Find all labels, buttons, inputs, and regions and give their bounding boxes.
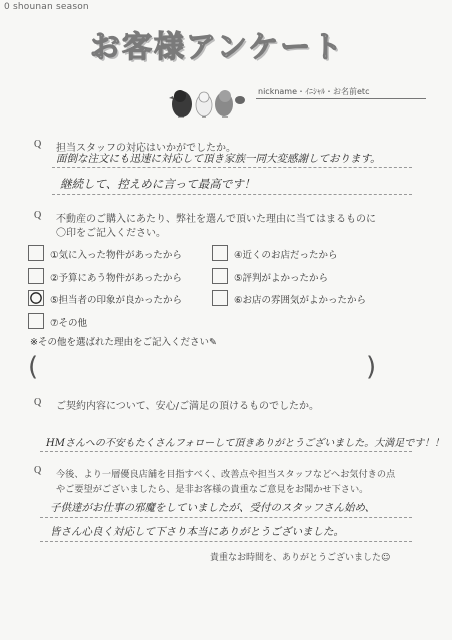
other-reason-field[interactable] — [48, 358, 364, 388]
nickname-label: nickname・ｲﾆｼｬﾙ・お名前etc — [258, 87, 370, 96]
thanks-message: 貴重なお時間を、ありがとうございました☺ — [210, 553, 391, 563]
q4-answer-rule-2 — [40, 541, 412, 542]
option-7-checkbox[interactable] — [28, 313, 44, 329]
q2-question-line1: 不動産のご購入にあたり、弊社を選んで頂いた理由に当てはまるものに — [56, 214, 376, 225]
q3-answer-rule — [40, 451, 412, 452]
option-1-checkbox[interactable] — [28, 245, 44, 261]
q3-question: ご契約内容について、安心/ご満足の頂けるものでしたか。 — [56, 401, 319, 412]
option-2-checkbox[interactable] — [28, 268, 44, 284]
birds-illustration — [168, 80, 250, 120]
option-6-checkbox[interactable] — [212, 290, 228, 306]
option-4-checkbox[interactable] — [212, 245, 228, 261]
option-7-label: ⑦その他 — [50, 318, 88, 329]
q1-mark: Q — [34, 139, 42, 150]
q1-answer-line2: 継続して、控えめに言って最高です！ — [60, 177, 256, 191]
other-reason-label: ※その他を選ばれた理由をご記入ください✎ — [30, 337, 217, 348]
q1-answer-rule-1 — [52, 167, 412, 168]
q2-mark: Q — [34, 210, 42, 221]
q4-answer-rule-1 — [40, 517, 412, 518]
option-5-checkbox[interactable] — [212, 268, 228, 284]
q1-question: 担当スタッフの対応はいかがでしたか。 — [56, 143, 236, 154]
right-paren: ) — [366, 352, 377, 382]
left-paren: ( — [28, 352, 39, 382]
q4-answer-line1: 子供達がお仕事の邪魔をしていましたが、受付のスタッフさん始め、 — [50, 502, 376, 514]
option-6-label: ⑥お店の雰囲気がよかったから — [234, 295, 367, 306]
option-5-label: ⑤評判がよかったから — [234, 273, 329, 284]
q4-mark: Q — [34, 465, 42, 476]
option-4-label: ④近くのお店だったから — [234, 250, 338, 261]
circle-mark-icon — [29, 291, 43, 305]
q4-answer-line2: 皆さん心良く対応して下さり本当にありがとうございました。 — [50, 526, 344, 538]
option-3-label: ⑤担当者の印象が良かったから — [50, 295, 183, 306]
brand-logo: 0 shounan season — [4, 2, 89, 12]
q4-question-line1: 今後、より一層優良店舗を目指すべく、改善点や担当スタッフなどへお気付きの点 — [56, 469, 396, 480]
option-2-label: ②予算にあう物件があったから — [50, 273, 182, 284]
nickname-line — [256, 98, 426, 99]
q1-answer-rule-2 — [52, 194, 412, 195]
option-3-checkbox[interactable] — [28, 290, 44, 306]
q1-answer-line1: 面倒な注文にも迅速に対応して頂き家族一同大変感謝しております。 — [56, 153, 381, 165]
q2-question-line2: 〇印をご記入ください。 — [56, 228, 166, 239]
q3-mark: Q — [34, 397, 42, 408]
q3-answer: HMさんへの不安もたくさんフォローして頂きありがとうございました。大満足です！！ — [46, 438, 445, 449]
option-1-label: ①気に入った物件があったから — [50, 250, 182, 261]
page-title: お客様アンケート — [90, 30, 345, 65]
q4-question-line2: やご要望がございましたら、是非お客様の貴重なご意見をお聞かせ下さい。 — [56, 484, 369, 495]
